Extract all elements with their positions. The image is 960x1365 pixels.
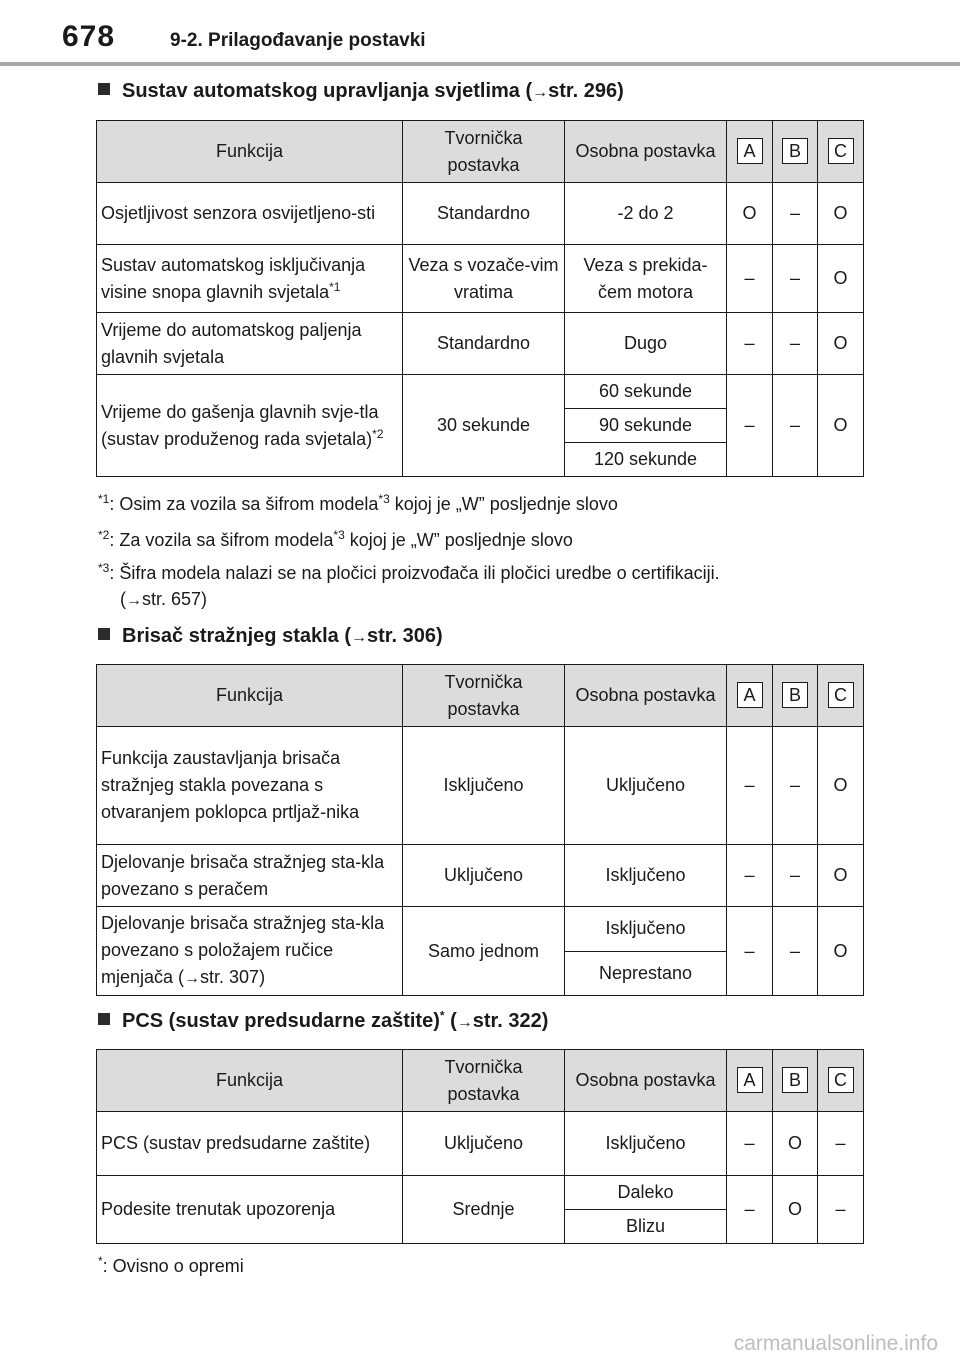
cell-a: – <box>727 245 773 313</box>
footnote-3-reference: (→str. 657) <box>120 589 208 609</box>
cell-custom-option: Blizu <box>565 1210 727 1244</box>
header-factory: Tvornička postavka <box>403 665 565 727</box>
cell-c: – <box>818 1176 864 1244</box>
cell-factory: Standardno <box>403 183 565 245</box>
page-header <box>0 0 960 64</box>
table-row <box>97 313 864 375</box>
cell-custom: Veza s prekida-čem motora <box>565 245 727 313</box>
cell-factory: 30 sekunde <box>403 375 565 477</box>
footnote-mark: *2 <box>372 426 384 441</box>
header-a: A <box>727 665 773 727</box>
table-row <box>97 183 864 245</box>
header-a: A <box>727 121 773 183</box>
footnote-3: $^{*3}$: Šifra modela nalazi se na pločici proizvođača ili pločici uredbe o certifikaciji. <box>98 561 720 583</box>
footnote-1: $^{*1}$: Osim za vozila sa šifrom modela$^{*3}$ kojoj je „W” posljednje slovo <box>98 492 618 514</box>
cell-custom: -2 do 2 <box>565 183 727 245</box>
page-reference-link[interactable]: str. 657) <box>142 589 208 609</box>
chapter-title: 9-2. Prilagođavanje postavki <box>170 30 426 51</box>
bullet-square-icon <box>98 1013 110 1025</box>
cell-a: – <box>727 1176 773 1244</box>
cell-custom-option: Isključeno <box>565 907 727 952</box>
cell-factory: Samo jednom <box>403 907 565 996</box>
cell-c: O <box>818 183 864 245</box>
cell-c: O <box>818 313 864 375</box>
cell-function: Vrijeme do gašenja glavnih svje-tla (sustav produženog rada svjetala)$^{*2}$ <box>97 375 403 477</box>
cell-a: – <box>727 845 773 907</box>
cell-b: O <box>773 1176 818 1244</box>
cell-c: O <box>818 727 864 845</box>
header-c: C <box>818 1050 864 1112</box>
cell-b: – <box>773 727 818 845</box>
table-row <box>97 907 864 952</box>
cell-factory: Isključeno <box>403 727 565 845</box>
section-heading-pcs: PCS (sustav predsudarne zaštite)* (→str. 322) <box>98 1010 548 1033</box>
bullet-square-icon <box>98 83 110 95</box>
header-custom: Osobna postavka <box>565 665 727 727</box>
cell-factory: Uključeno <box>403 845 565 907</box>
settings-table-wiper <box>96 664 864 996</box>
cell-c: O <box>818 907 864 996</box>
cell-factory: Srednje <box>403 1176 565 1244</box>
table-header-row <box>97 1050 864 1112</box>
cell-custom: Isključeno <box>565 1112 727 1176</box>
cell-function: Vrijeme do automatskog paljenja glavnih svjetala <box>97 313 403 375</box>
cell-a: O <box>727 183 773 245</box>
cell-function: Podesite trenutak upozorenja <box>97 1176 403 1244</box>
header-b: B <box>773 665 818 727</box>
cell-factory: Veza s vozače-vim vratima <box>403 245 565 313</box>
footnote-mark: *1 <box>329 279 341 294</box>
table-header-row <box>97 121 864 183</box>
header-function: Funkcija <box>97 1050 403 1112</box>
cell-factory: Uključeno <box>403 1112 565 1176</box>
cell-b: – <box>773 313 818 375</box>
table-row <box>97 375 864 409</box>
cell-c: O <box>818 245 864 313</box>
cell-function: Funkcija zaustavljanja brisača stražnjeg stakla povezana s otvaranjem poklopca prtljaž-nika <box>97 727 403 845</box>
cell-custom-option: 90 sekunde <box>565 409 727 443</box>
cell-function: Sustav automatskog isključivanja visine snopa glavnih svjetala$^{*1}$ <box>97 245 403 313</box>
cell-b: – <box>773 845 818 907</box>
watermark: carmanualsonline.info <box>733 1332 938 1355</box>
cell-c: O <box>818 845 864 907</box>
table-row <box>97 245 864 313</box>
page-reference-link[interactable]: str. 322) <box>472 1010 549 1032</box>
header-custom: Osobna postavka <box>565 1050 727 1112</box>
header-function: Funkcija <box>97 121 403 183</box>
arrow-right-icon: → <box>351 629 367 646</box>
header-b: B <box>773 121 818 183</box>
cell-custom: Uključeno <box>565 727 727 845</box>
header-factory: Tvornička postavka <box>403 1050 565 1112</box>
table-row <box>97 1112 864 1176</box>
header-a: A <box>727 1050 773 1112</box>
cell-b: – <box>773 245 818 313</box>
cell-b: O <box>773 1112 818 1176</box>
arrow-right-icon: → <box>126 592 142 609</box>
header-c: C <box>818 665 864 727</box>
cell-b: – <box>773 907 818 996</box>
section-heading-wiper: Brisač stražnjeg stakla (→str. 306) <box>98 625 443 648</box>
cell-a: – <box>727 1112 773 1176</box>
cell-a: – <box>727 375 773 477</box>
page-reference-link[interactable]: str. 296) <box>548 80 624 102</box>
arrow-right-icon: → <box>456 1014 473 1031</box>
table-row <box>97 1176 864 1210</box>
header-custom: Osobna postavka <box>565 121 727 183</box>
header-divider <box>0 62 960 66</box>
header-c: C <box>818 121 864 183</box>
cell-c: O <box>818 375 864 477</box>
cell-b: – <box>773 375 818 477</box>
cell-custom: Dugo <box>565 313 727 375</box>
bullet-square-icon <box>98 628 110 640</box>
cell-function: Djelovanje brisača stražnjeg sta-kla povezano s peračem <box>97 845 403 907</box>
page-reference-link[interactable]: str. 307) <box>200 967 266 987</box>
header-b: B <box>773 1050 818 1112</box>
section-heading-lights: Sustav automatskog upravljanja svjetlima (→str. 296) <box>98 80 624 103</box>
table-row <box>97 845 864 907</box>
arrow-right-icon: → <box>532 84 549 101</box>
cell-factory: Standardno <box>403 313 565 375</box>
cell-custom-option: 120 sekunde <box>565 443 727 477</box>
table-row <box>97 727 864 845</box>
footnote-4: *: Ovisno o opremi <box>98 1254 244 1276</box>
footnote-2: $^{*2}$: Za vozila sa šifrom modela$^{*3}$ kojoj je „W” posljednje slovo <box>98 528 573 550</box>
cell-custom-option: Neprestano <box>565 951 727 996</box>
page-reference-link[interactable]: str. 306) <box>367 625 443 647</box>
cell-custom-option: 60 sekunde <box>565 375 727 409</box>
cell-a: – <box>727 313 773 375</box>
cell-function: PCS (sustav predsudarne zaštite) <box>97 1112 403 1176</box>
cell-b: – <box>773 183 818 245</box>
cell-c: – <box>818 1112 864 1176</box>
settings-table-lights <box>96 120 864 477</box>
cell-a: – <box>727 727 773 845</box>
cell-a: – <box>727 907 773 996</box>
cell-custom: Isključeno <box>565 845 727 907</box>
cell-function: Osjetljivost senzora osvijetljeno-sti <box>97 183 403 245</box>
cell-custom-option: Daleko <box>565 1176 727 1210</box>
page-number: 678 <box>62 20 116 53</box>
cell-function: Djelovanje brisača stražnjeg sta-kla povezano s položajem ručice mjenjača (→str. 307) <box>97 907 403 996</box>
arrow-right-icon: → <box>184 970 201 987</box>
header-function: Funkcija <box>97 665 403 727</box>
settings-table-pcs <box>96 1049 864 1244</box>
table-header-row <box>97 665 864 727</box>
header-factory: Tvornička postavka <box>403 121 565 183</box>
